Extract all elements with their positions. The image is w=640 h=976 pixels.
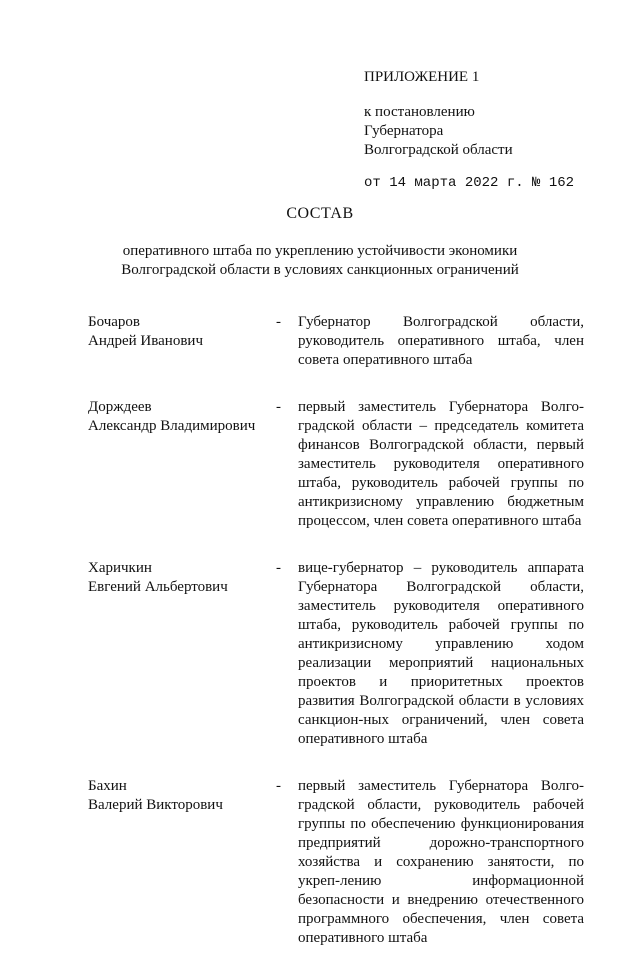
- member-role: первый заместитель Губернатора Волго-градской области, руководитель рабочей группы по обеспечению функционирования предприятий дорожно-транспортного хозяйства и сохранению занятости, по укреп-лению информационной безопасности и внедрению отечественного программного обеспечения, член совета оперативного штаба: [298, 778, 584, 946]
- document-title: СОСТАВ: [286, 205, 354, 222]
- member-entry: [88, 777, 588, 948]
- member-name: [88, 559, 276, 749]
- member-dash: -: [276, 560, 281, 576]
- subtitle-line: оперативного штаба по укреплению устойчивости экономики: [122, 243, 518, 259]
- member-name: [88, 313, 276, 370]
- member-given-name: Андрей Иванович: [88, 333, 203, 349]
- decree-reference-line: к постановлению: [364, 104, 475, 120]
- decree-date: от 14 марта 2022 г. № 162: [364, 175, 575, 191]
- member-role: первый заместитель Губернатора Волго-градской области – председатель комитета финансов Волгоградской области, первый заместитель руководителя оперативного штаба, руководитель рабочей группы по антикризисному управлению бюджетным процессом, член совета оперативного штаба: [298, 399, 584, 529]
- member-dash: -: [276, 399, 281, 415]
- member-surname: Харичкин: [88, 560, 152, 576]
- member-dash: -: [276, 314, 281, 330]
- member-given-name: Александр Владимирович: [88, 418, 256, 434]
- document-subtitle: [100, 242, 540, 280]
- member-given-name: Валерий Викторович: [88, 797, 223, 813]
- member-name: [88, 777, 276, 948]
- member-entry: [88, 313, 588, 370]
- member-role: Губернатор Волгоградской области, руководитель оперативного штаба, член совета оперативного штаба: [298, 314, 584, 368]
- decree-reference-line: Волгоградской области: [364, 142, 513, 158]
- member-dash: -: [276, 778, 281, 794]
- member-surname: Бахин: [88, 778, 127, 794]
- member-surname: Дорждеев: [88, 399, 152, 415]
- member-role: вице-губернатор – руководитель аппарата Губернатора Волгоградской области, заместитель руководителя оперативного штаба, руководитель рабочей группы по антикризисному управлению ходом реализации мероприятий национальных проектов и приоритетных проектов развития Волгоградской области в условиях санкцион-ных ограничений, член совета оперативного штаба: [298, 560, 584, 747]
- appendix-label: ПРИЛОЖЕНИЕ 1: [364, 69, 480, 85]
- members-list: [88, 313, 588, 976]
- member-surname: Бочаров: [88, 314, 141, 330]
- subtitle-line: Волгоградской области в условиях санкционных ограничений: [121, 262, 519, 278]
- member-given-name: Евгений Альбертович: [88, 579, 228, 595]
- member-entry: [88, 559, 588, 749]
- appendix-header: [364, 68, 574, 193]
- member-name: [88, 398, 276, 531]
- member-entry: [88, 398, 588, 531]
- decree-reference-line: Губернатора: [364, 123, 444, 139]
